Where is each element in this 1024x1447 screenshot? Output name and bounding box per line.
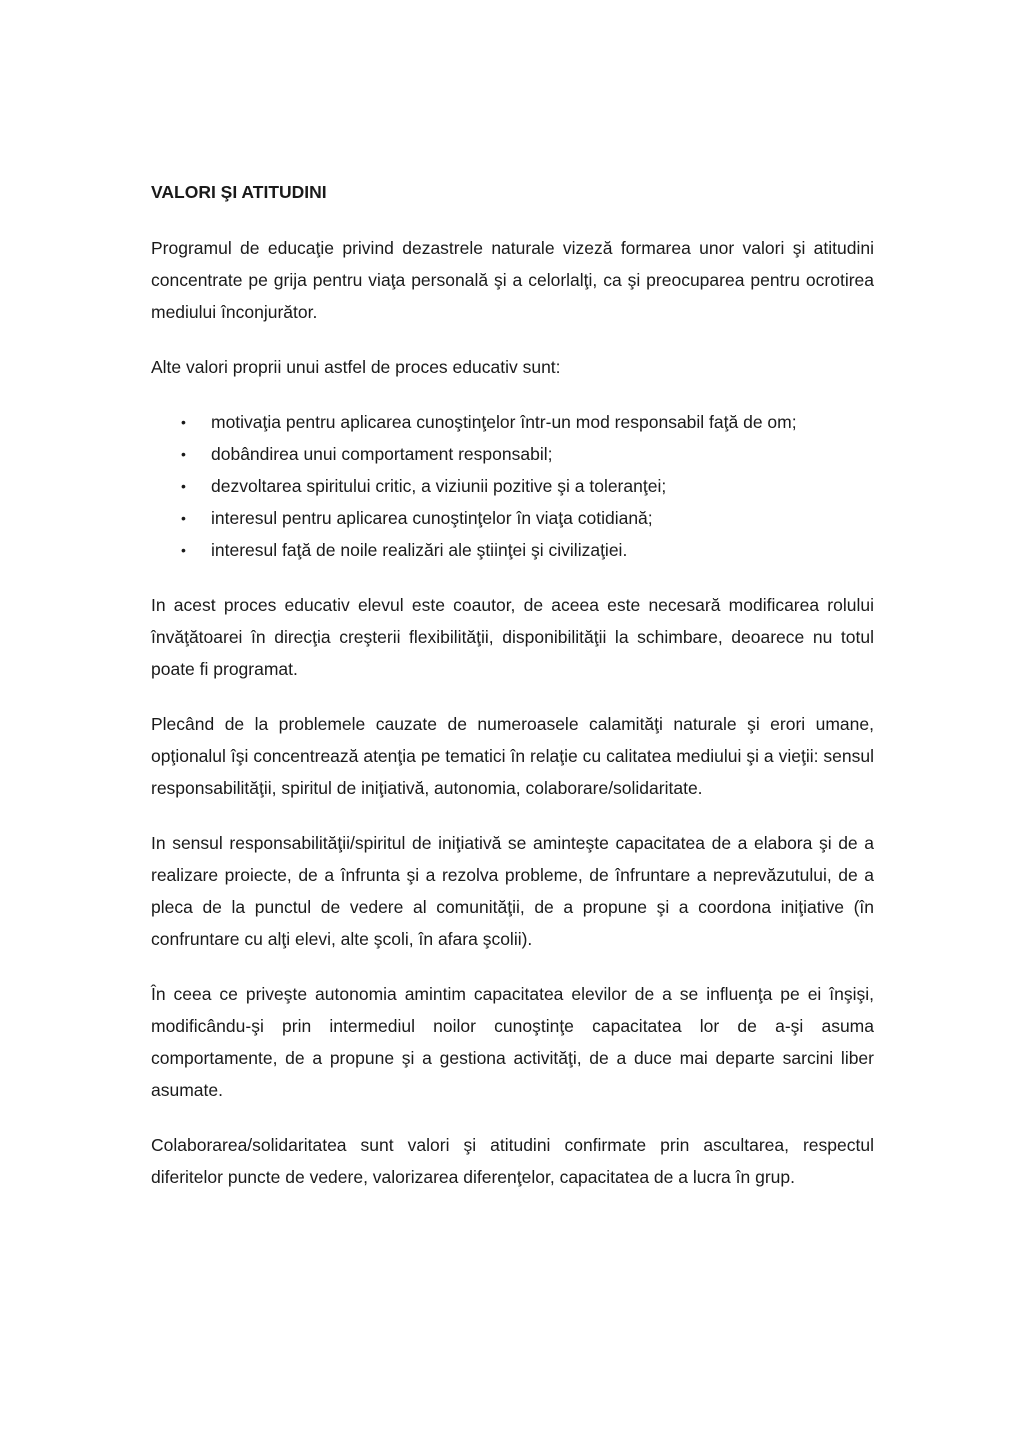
list-item [151,470,874,502]
body-paragraph: Colaborarea/solidaritatea sunt valori şi atitudini confirmate prin ascultarea, respectul diferitelor puncte de vedere, valorizarea diferenţelor, capacitatea de a lucra în grup. [151,1135,874,1187]
bullet-icon: • [181,542,186,558]
list-item [151,502,874,534]
body-paragraph: Plecând de la problemele cauzate de numeroasele calamităţi naturale şi erori umane, opţionalul îşi concentrează atenţia pe tematici în relaţie cu calitatea mediului şi a vieţii: sensul responsabilităţii, spiritul de iniţiativă, autonomia, colaborare/solidaritate. [151,714,874,798]
document-page [151,176,874,1216]
list-item-text: motivaţia pentru aplicarea cunoştinţelor într-un mod responsabil faţă de om; [211,412,797,432]
list-item [151,438,874,470]
bullet-icon: • [181,414,186,430]
bullet-icon: • [181,446,186,462]
body-paragraph: In acest proces educativ elevul este coautor, de aceea este necesară modificarea rolului învăţătoarei în direcţia creşterii flexibilităţii, disponibilităţii la schimbare, deoarece nu totul poate fi programat. [151,595,874,679]
bullet-icon: • [181,478,186,494]
list-item-text: dobândirea unui comportament responsabil; [211,444,553,464]
list-item [151,534,874,566]
values-list [151,406,874,566]
list-item [151,406,874,438]
section-heading: VALORI ŞI ATITUDINI [151,182,327,202]
bullet-icon: • [181,510,186,526]
list-item-text: interesul pentru aplicarea cunoştinţelor în viaţa cotidiană; [211,508,653,528]
list-intro-paragraph: Alte valori proprii unui astfel de proces educativ sunt: [151,357,561,377]
body-paragraph: In sensul responsabilităţii/spiritul de iniţiativă se aminteşte capacitatea de a elabora şi de a realizare proiecte, de a înfrunta şi a rezolva probleme, de înfruntare a neprevăzutului, de a pleca de la punctul de vedere al comunităţii, de a propune şi a coordona iniţiative (în confruntare cu alţi elevi, alte şcoli, în afara şcolii). [151,833,874,949]
body-paragraph: În ceea ce priveşte autonomia amintim capacitatea elevilor de a se influenţa pe ei înşişi, modificându-şi prin intermediul noilor cunoştinţe capacitatea lor de a-şi asuma comportamente, de a propune şi a gestiona activităţi, de a duce mai departe sarcini liber asumate. [151,984,874,1100]
list-item-text: interesul faţă de noile realizări ale ştiinţei şi civilizaţiei. [211,540,628,560]
intro-paragraph: Programul de educaţie privind dezastrele naturale vizeză formarea unor valori şi atitudini concentrate pe grija pentru viaţa personală şi a celorlalţi, ca şi preocuparea pentru ocrotirea mediului înconjurător. [151,238,874,322]
list-item-text: dezvoltarea spiritului critic, a viziunii pozitive şi a toleranţei; [211,476,667,496]
